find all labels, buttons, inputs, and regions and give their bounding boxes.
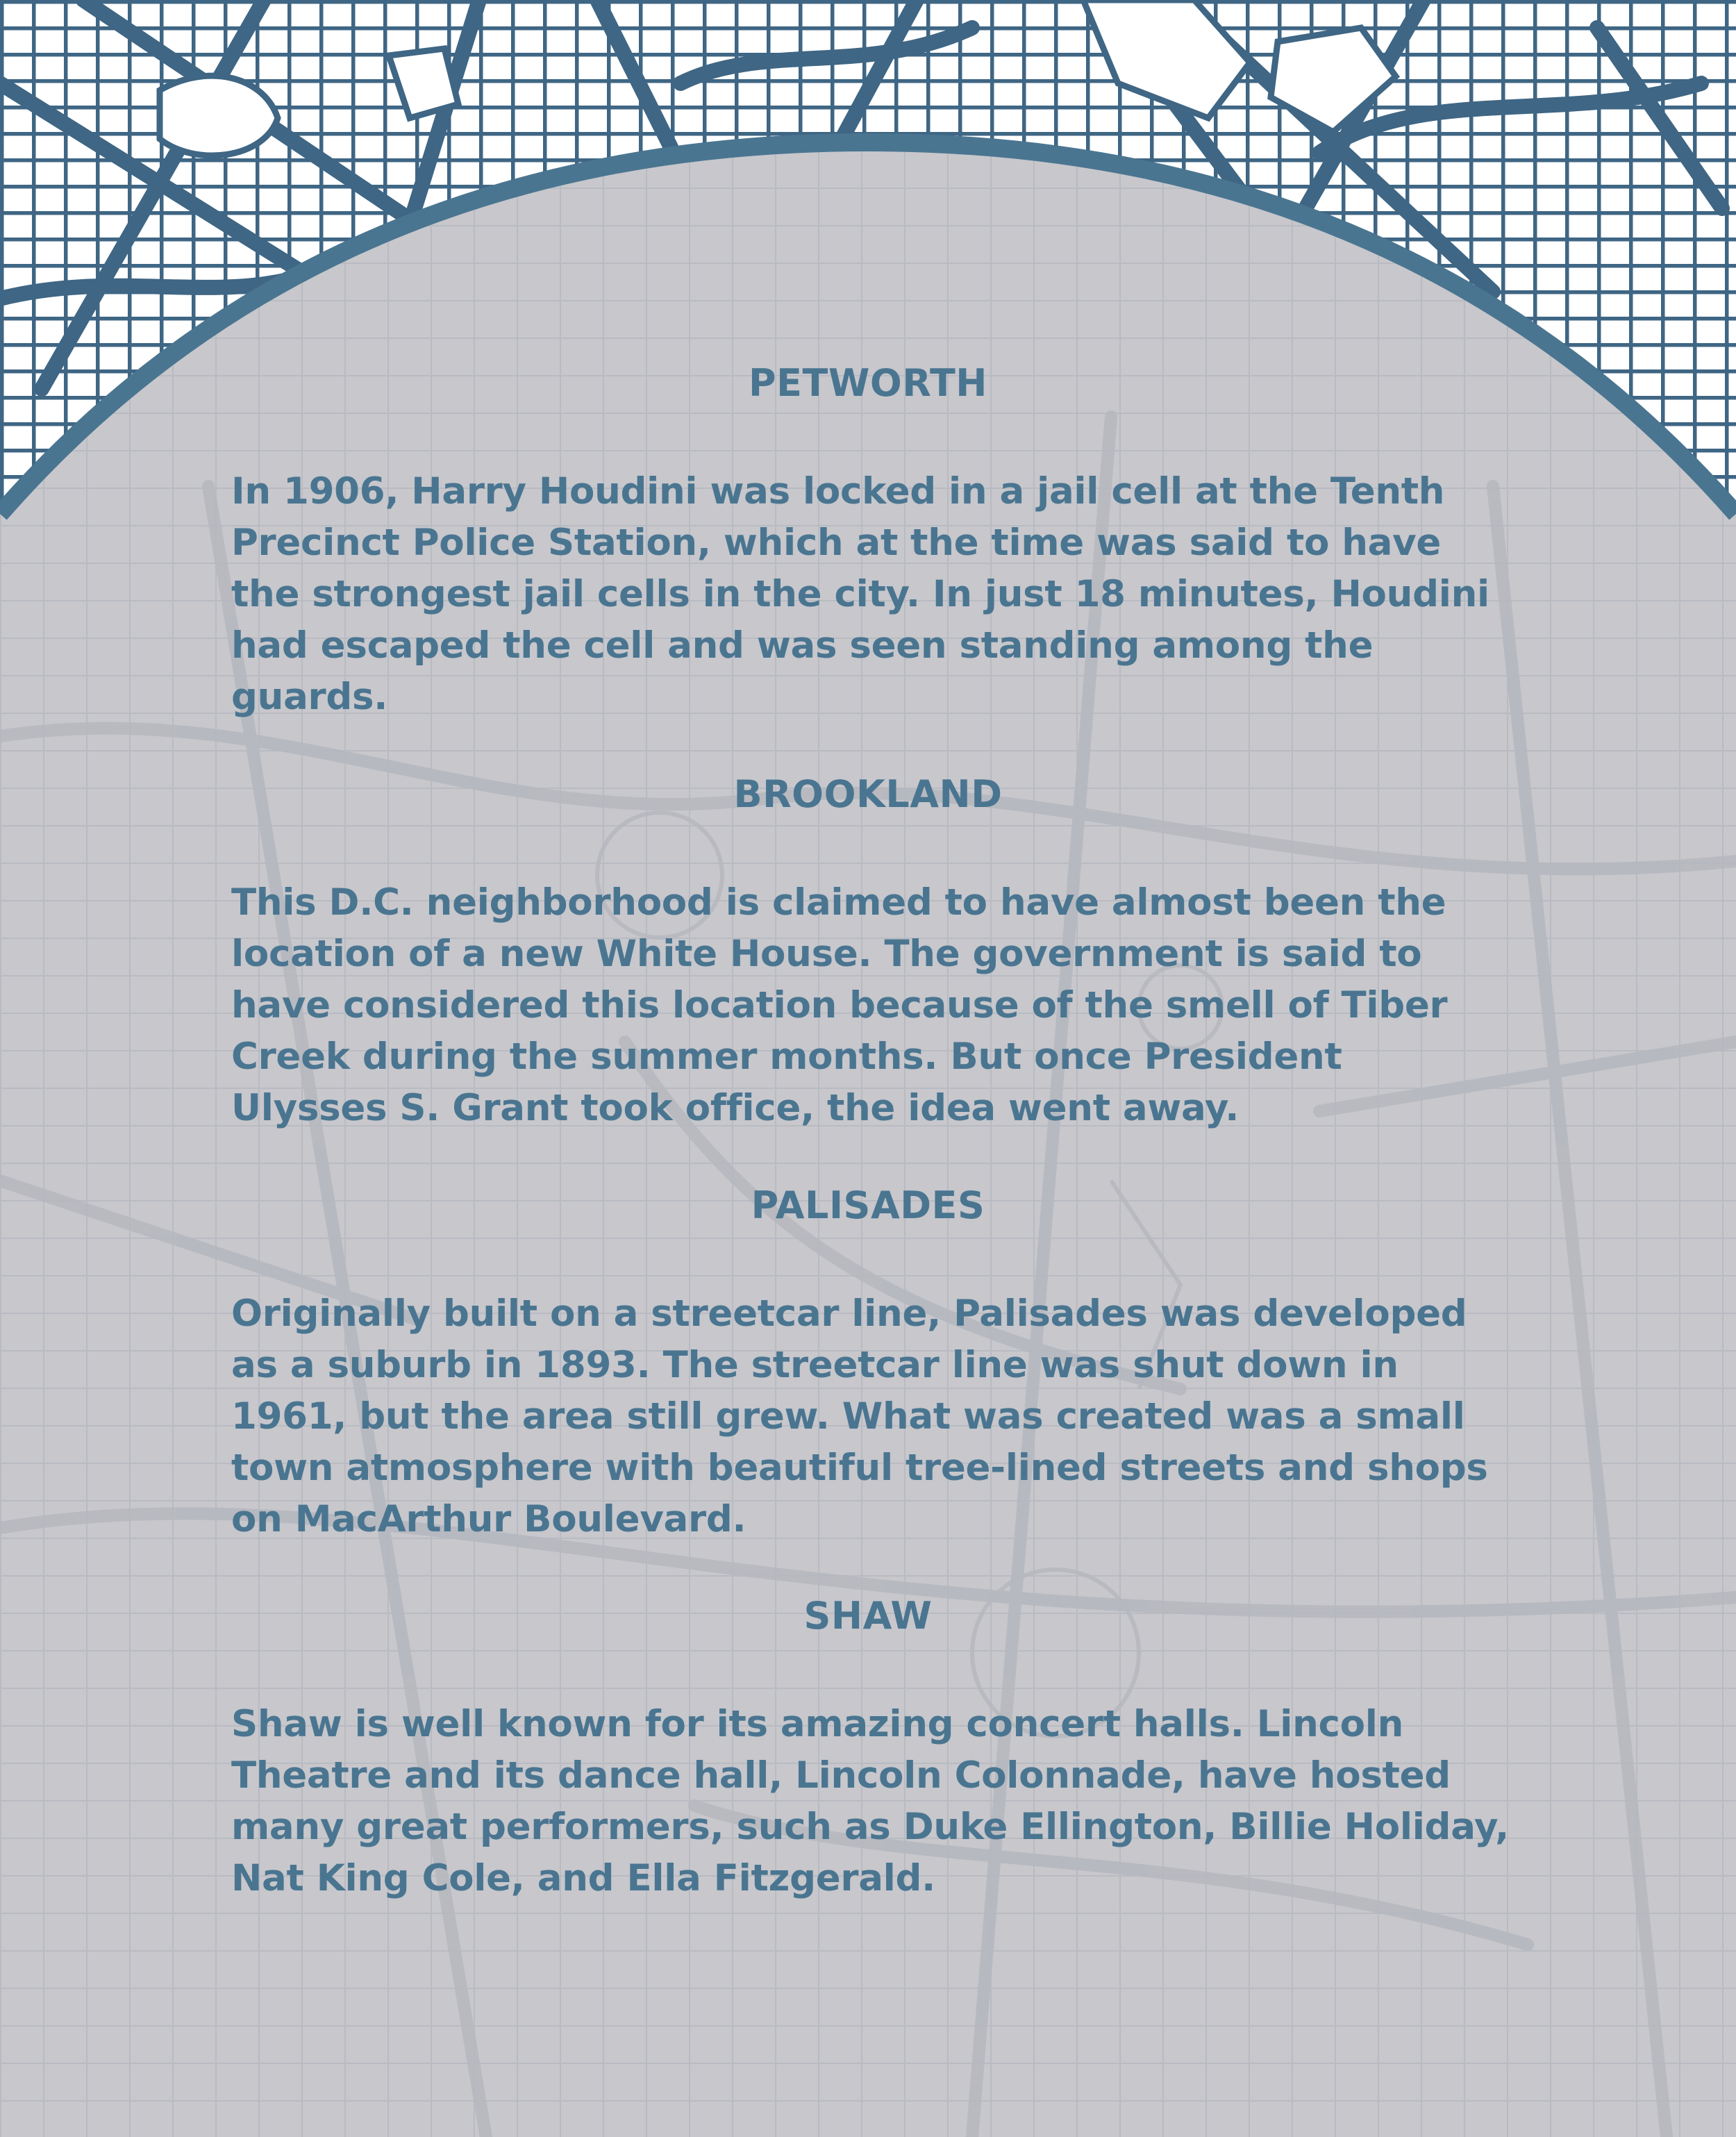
section-petworth [231, 361, 1505, 723]
section-title: PALISADES [751, 1183, 985, 1227]
section-shaw [231, 1594, 1509, 1904]
section-palisades [231, 1183, 1505, 1545]
section-body: This D.C. neighborhood is claimed to have almost been the location of a new White House. The government is said to have considered this location because of the smell of Tiber Creek during the summer months. But once President Ulysses S. Grant took office, the idea went away. [231, 881, 1448, 1129]
section-brookland [231, 772, 1505, 1134]
section-body: Originally built on a streetcar line, Palisades was developed as a suburb in 1893. The streetcar line was shut down in 1961, but the area still grew. What was created was a small town atmosphere with beautiful tree-lined streets and shops on MacArthur Boulevard. [231, 1292, 1488, 1540]
section-title: PETWORTH [749, 361, 987, 405]
section-title: SHAW [803, 1594, 933, 1638]
section-body: Shaw is well known for its amazing concert halls. Lincoln Theatre and its dance hall, Lincoln Colonnade, have hosted many great performers, such as Duke Ellington, Billie Holiday, Nat King Cole, and Ella Fitzgerald. [231, 1703, 1509, 1899]
section-body: In 1906, Harry Houdini was locked in a jail cell at the Tenth Precinct Police Station, which at the time was said to have the strongest jail cells in the city. In just 18 minutes, Houdini had escaped the cell and was seen standing among the guards. [231, 470, 1489, 718]
section-title: BROOKLAND [733, 772, 1003, 816]
